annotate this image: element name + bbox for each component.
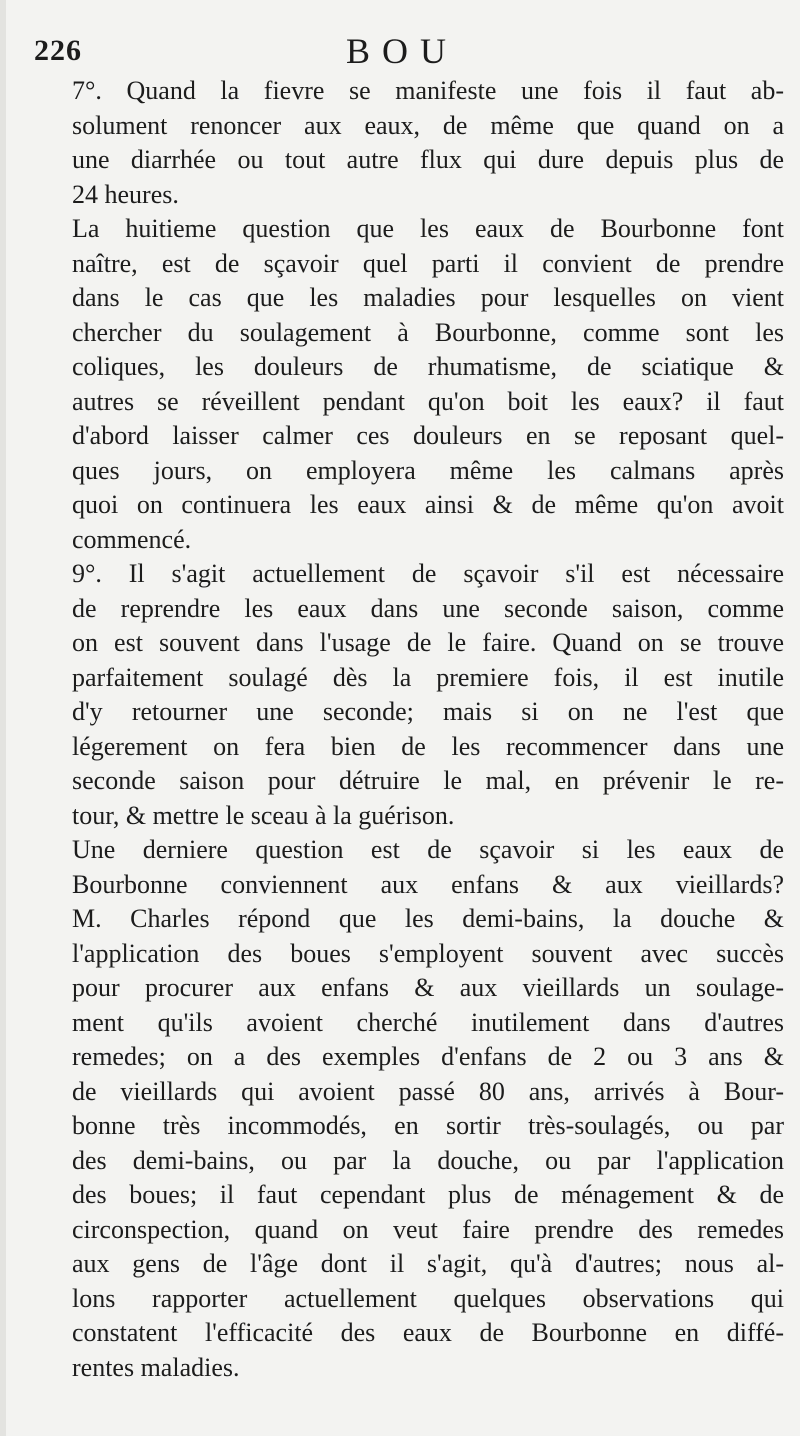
text-line: 9°. Il s'agit actuellement de sçavoir s'il est nécessaire [72,559,784,588]
text-line: 7°. Quand la fievre se manifeste une fois il faut ab- [72,76,784,105]
text-line: autres se réveillent pendant qu'on boit les eaux? il faut [72,386,784,416]
text-line: dans le cas que les maladies pour lesquelles on vient [72,283,784,312]
text-line: solument renoncer aux eaux, de même que quand on a [72,110,784,140]
text-line: M. Charles répond que les demi-bains, la douche & [72,904,784,933]
text-line: d'y retourner une seconde; mais si on ne l'est que [72,697,784,726]
page-body [36,74,784,1385]
text-line: Une derniere question est de sçavoir si les eaux de [72,835,784,864]
text-line: une diarrhée ou tout autre flux qui dure depuis plus de [72,145,784,174]
page-number: 226 [34,34,82,67]
text-line: de vieillards qui avoient passé 80 ans, arrivés à Bour- [72,1076,784,1106]
text-line: tour, & mettre le sceau à la guérison. [72,800,455,830]
text-line: seconde saison pour détruire le mal, en prévenir le re- [72,766,784,795]
text-line: rentes maladies. [72,1352,240,1382]
text-line: circonspection, quand on veut faire prendre des remedes [72,1214,784,1244]
text-line: coliques, les douleurs de rhumatisme, de sciatique & [72,352,784,381]
paragraph [36,212,784,557]
text-line: 24 heures. [72,179,179,209]
text-line: bonne très incommodés, en sortir très-soulagés, ou par [72,1111,784,1140]
paragraph [36,557,784,833]
text-line: constatent l'efficacité des eaux de Bourbonne en diffé- [72,1318,784,1347]
text-line: La huitieme question que les eaux de Bourbonne font [72,214,784,243]
text-line: légerement on fera bien de les recommencer dans une [72,731,784,761]
text-line: aux gens de l'âge dont il s'agit, qu'à d'autres; nous al- [72,1249,784,1278]
text-line: de reprendre les eaux dans une seconde saison, comme [72,593,784,623]
text-line: des boues; il faut cependant plus de ménagement & de [72,1180,784,1209]
text-line: remedes; on a des exemples d'enfans de 2 ou 3 ans & [72,1042,784,1071]
text-line: lons rapporter actuellement quelques observations qui [72,1283,784,1313]
text-line: ment qu'ils avoient cherché inutilement dans d'autres [72,1007,784,1037]
text-line: quoi on continuera les eaux ainsi & de même qu'on avoit [72,490,784,519]
text-line: parfaitement soulagé dès la premiere fois, il est inutile [72,662,784,692]
paragraph [36,833,784,1385]
page-header [34,30,792,74]
text-line: des demi-bains, ou par la douche, ou par l'application [72,1145,784,1175]
text-line: d'abord laisser calmer ces douleurs en se reposant quel- [72,421,784,450]
text-line: commencé. [72,524,192,554]
text-line: ques jours, on employera même les calmans après [72,455,784,485]
text-line: naître, est de sçavoir quel parti il convient de prendre [72,248,784,278]
running-head: BOU [346,31,459,71]
paragraph [36,74,784,212]
text-line: on est souvent dans l'usage de le faire. Quand on se trouve [72,628,784,657]
text-line: chercher du soulagement à Bourbonne, comme sont les [72,317,784,347]
text-line: Bourbonne conviennent aux enfans & aux vieillards? [72,869,784,899]
text-line: pour procurer aux enfans & aux vieillards un soulage- [72,973,784,1002]
text-line: l'application des boues s'employent souvent avec succès [72,938,784,968]
